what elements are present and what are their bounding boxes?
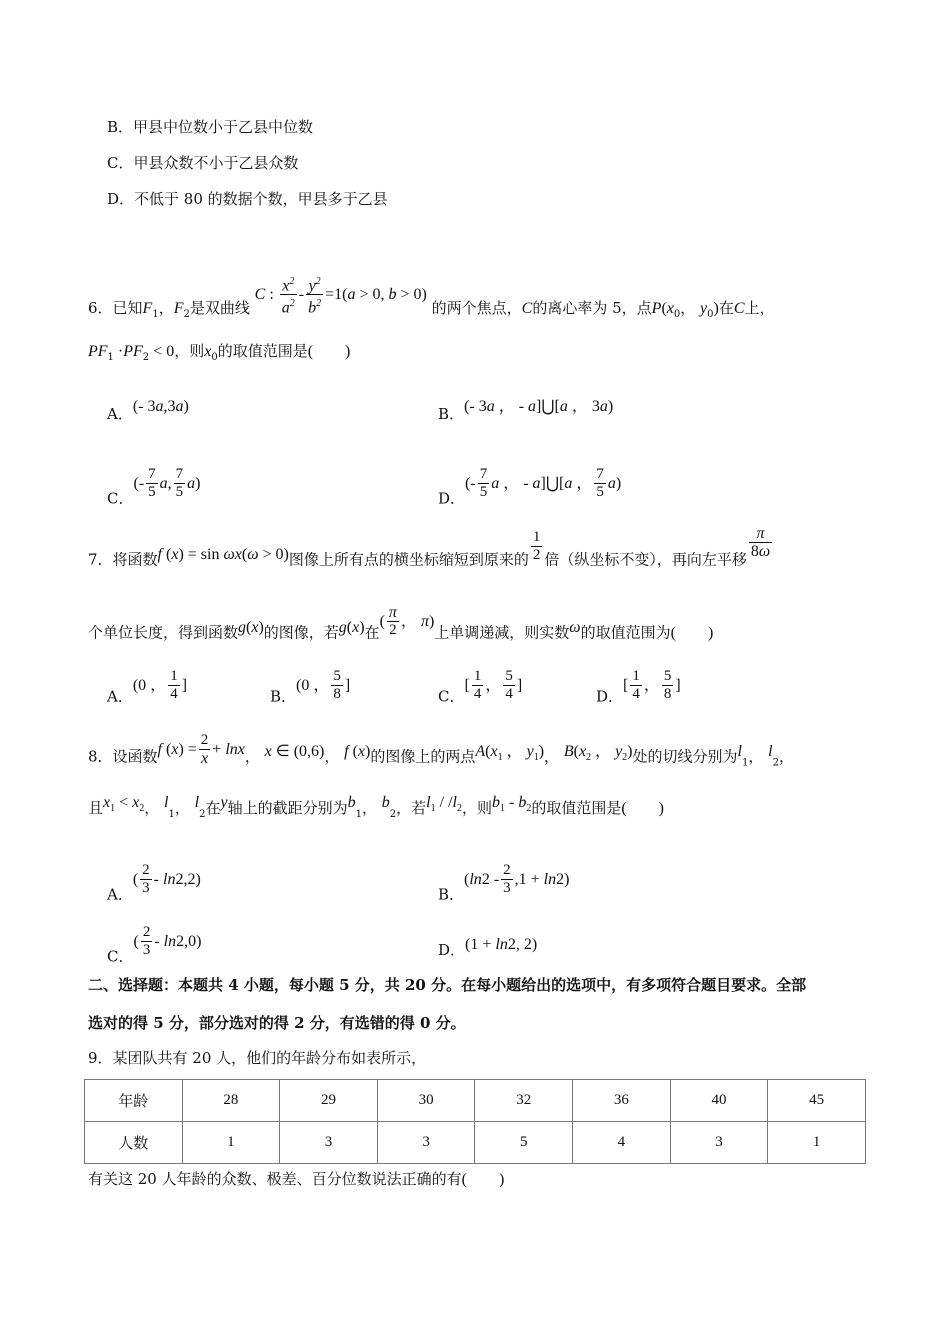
q9-question: 有关这 20 人年龄的众数、极差、百分位数说法正确的有( )	[88, 1170, 505, 1188]
q7-option-b: B．(0 ， $\frac{5}{8}$ ]	[270, 668, 351, 706]
q8-option-a: A．( $\frac{2}{3}$ - ln2,2)	[107, 862, 201, 904]
age-cell: 30	[377, 1080, 475, 1122]
q6-option-b: B．(- 3a ， - a]⋃[a ， 3a)	[438, 398, 614, 423]
age-cell: 45	[768, 1080, 866, 1122]
age-row-label: 年龄	[85, 1080, 183, 1122]
q8-option-b: B．(ln2 - $\frac{2}{3}$ ,1 + ln2)	[438, 862, 570, 904]
age-cell: 32	[475, 1080, 573, 1122]
age-cell: 29	[280, 1080, 378, 1122]
q6-option-d: D．(- $\frac{7}{5}$ a ， - a]⋃[a ， $\frac{7}{5}$ a)	[438, 466, 622, 508]
age-table	[84, 1079, 866, 1164]
table-row	[85, 1080, 866, 1122]
q6-stem-line2: $PF_1 \cdot PF_2 < 0$，则$x_0$的取值范围是( )	[88, 342, 351, 363]
q7-stem-line2: 个单位长度，得到函数g(x)的图像，若g(x)在( $\frac{\pi}{2}$ ， π)上单调递减，则实数ω的取值范围为( )	[88, 604, 714, 642]
age-cell: 36	[573, 1080, 671, 1122]
count-cell: 3	[377, 1122, 475, 1164]
count-row-label: 人数	[85, 1122, 183, 1164]
table-row	[85, 1122, 866, 1164]
q7-option-a: A．(0 ， $\frac{1}{4}$ ]	[107, 668, 188, 706]
count-cell: 5	[475, 1122, 573, 1164]
age-cell: 40	[670, 1080, 768, 1122]
count-cell: 4	[573, 1122, 671, 1164]
q7-option-d: D．[ $\frac{1}{4}$ ， $\frac{5}{8}$ ]	[596, 668, 681, 706]
count-cell: 3	[280, 1122, 378, 1164]
q6-stem-line1: 6．已知$F_1$，$F_2$是双曲线 C : $\frac{x^2}{a^2}$ - $\frac{y^2}{b^2}$ =1(a > 0, b > 0) 的两个焦点，C的离心率为 5，点$P(x_0$， $y_0$)在C上，	[88, 287, 775, 331]
q6-option-c: C．(- $\frac{7}{5}$ a, $\frac{7}{5}$ a)	[107, 466, 201, 508]
q8-stem-line2: 且$x_1 < x_2$， $l_1$， $l_2$在y轴上的截距分别为$b_1$， $b_2$，若$l_1 / /l_2$，则$b_1 - b_2$的取值范围是( )	[88, 794, 664, 820]
q8-stem-line1: 8．设函数f (x) = $\frac{2}{x}$ + lnx， x ∈ (0,6)， f (x)的图像上的两点$A(x_1$ ， $y_1$)， $B(x_2$ ， $y_2$)处的切线分别为$l_1$， $l_2$，	[88, 732, 794, 769]
section2-heading-line1: 二、选择题：本题共 4 小题，每小题 5 分，共 20 分。在每小题给出的选项中，有多项符合题目要求。全部	[88, 976, 807, 994]
q5-option-c: C．甲县众数不小于乙县众数	[107, 154, 299, 172]
count-cell: 3	[670, 1122, 768, 1164]
count-cell: 1	[182, 1122, 280, 1164]
q8-option-c: C．( $\frac{2}{3}$ - ln2,0)	[107, 924, 202, 966]
q6-option-a: A．(- 3a,3a)	[107, 398, 189, 423]
q9-stem: 9．某团队共有 20 人，他们的年龄分布如表所示，	[88, 1049, 427, 1067]
q7-stem-line1: 7．将函数f (x) = sin ωx(ω > 0)图像上所有点的横坐标缩短到原来的 $\frac{1}{2}$ 倍（纵坐标不变），再向左平移 $\frac{\pi}{8\omega}$	[88, 525, 771, 569]
q7-option-c: C．[ $\frac{1}{4}$ ， $\frac{5}{4}$ ]	[438, 668, 523, 706]
q5-option-d: D．不低于 80 的数据个数，甲县多于乙县	[107, 190, 388, 208]
q8-option-d: D．(1 + ln2, 2)	[438, 936, 538, 959]
age-cell: 28	[182, 1080, 280, 1122]
count-cell: 1	[768, 1122, 866, 1164]
q5-option-b: B．甲县中位数小于乙县中位数	[107, 118, 314, 136]
section2-heading-line2: 选对的得 5 分，部分选对的得 2 分，有选错的得 0 分。	[88, 1014, 466, 1032]
